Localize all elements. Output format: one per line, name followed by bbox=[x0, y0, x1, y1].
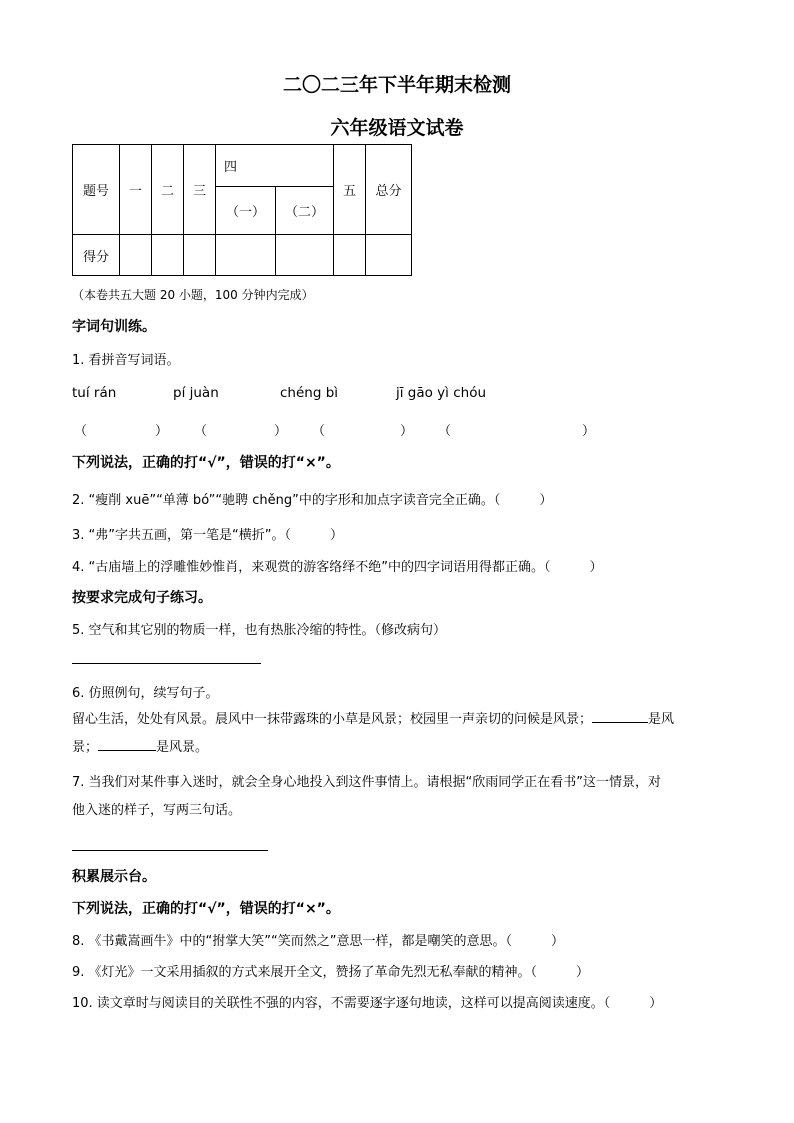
score-col-2: 二 bbox=[152, 145, 184, 235]
answer-paren-open: （ bbox=[438, 424, 452, 439]
question-7 bbox=[72, 769, 722, 825]
answer-paren-open: （ bbox=[194, 424, 208, 439]
question-4: 4. “古庙墙上的浮雕惟妙惟肖，来观赏的游客络绎不绝”中的四字词语用得都正确。（ ） bbox=[72, 560, 603, 575]
score-row-label-number: 题号 bbox=[73, 145, 120, 235]
pinyin-3: chéng bì bbox=[280, 385, 339, 401]
score-col-4a: （一） bbox=[216, 187, 276, 235]
score-col-4b: （二） bbox=[276, 187, 334, 235]
question-10: 10. 读文章时与阅读目的关联性不强的内容，不需要逐字逐句地读，这样可以提高阅读速度。（ ） bbox=[72, 996, 663, 1011]
answer-paren-close: ） bbox=[155, 424, 169, 439]
answer-paren-close: ） bbox=[400, 424, 414, 439]
answer-paren-close: ） bbox=[274, 424, 288, 439]
score-cell[interactable] bbox=[334, 235, 366, 276]
answer-paren-open: （ bbox=[312, 424, 326, 439]
blank-2[interactable] bbox=[98, 738, 156, 751]
q6-sentence-c: 景； bbox=[72, 740, 99, 755]
question-8: 8. 《书戴嵩画牛》中的“拊掌大笑”“笑而然之”意思一样，都是嘲笑的意思。（ ） bbox=[72, 934, 564, 949]
question-1: 1. 看拼音写词语。 bbox=[72, 353, 180, 368]
q6-sentence-d: 是风景。 bbox=[156, 740, 209, 755]
answer-line-q7[interactable] bbox=[72, 850, 268, 851]
answer-line-q5[interactable] bbox=[72, 663, 261, 664]
q6-sentence-b: 是风 bbox=[648, 712, 675, 727]
answer-paren-open: （ bbox=[74, 424, 88, 439]
question-7-line1: 7. 当我们对某件事入迷时，就会全身心地投入到这件事情上。请根据“欣雨同学正在看书”这一情景，对 bbox=[72, 775, 662, 790]
question-9: 9. 《灯光》一文采用插叙的方式来展开全文，赞扬了革命先烈无私奉献的精神。（ ） bbox=[72, 965, 590, 980]
score-col-1: 一 bbox=[120, 145, 152, 235]
section-heading-words: 字词句训练。 bbox=[72, 319, 156, 335]
instruction-true-false: 下列说法，正确的打“√”，错误的打“×”。 bbox=[72, 455, 340, 471]
score-row-label-score: 得分 bbox=[73, 235, 120, 276]
question-3: 3. “弗”字共五画，第一笔是“横折”。（ ） bbox=[72, 528, 343, 543]
question-6: 6. 仿照例句，续写句子。 bbox=[72, 686, 219, 701]
question-6-text bbox=[72, 706, 722, 762]
score-cell[interactable] bbox=[184, 235, 216, 276]
blank-1[interactable] bbox=[592, 710, 648, 723]
exam-subtitle: 六年级语文试卷 bbox=[330, 117, 464, 139]
score-col-3: 三 bbox=[184, 145, 216, 235]
pinyin-4: jī gāo yì chóu bbox=[396, 385, 487, 401]
score-cell[interactable] bbox=[216, 235, 276, 276]
section-heading-sentences: 按要求完成句子练习。 bbox=[72, 590, 212, 606]
section-heading-accumulation: 积累展示台。 bbox=[72, 869, 156, 885]
score-cell[interactable] bbox=[152, 235, 184, 276]
score-cell[interactable] bbox=[120, 235, 152, 276]
score-cell[interactable] bbox=[276, 235, 334, 276]
instruction-true-false-2: 下列说法，正确的打“√”，错误的打“×”。 bbox=[72, 901, 340, 917]
score-table bbox=[72, 144, 412, 276]
score-col-total: 总分 bbox=[366, 145, 412, 235]
score-col-4: 四 bbox=[216, 145, 334, 187]
score-col-5: 五 bbox=[334, 145, 366, 235]
exam-note: （本卷共五大题 20 小题，100 分钟内完成） bbox=[72, 288, 314, 302]
question-7-line2: 他入迷的样子，写两三句话。 bbox=[72, 803, 242, 818]
pinyin-2: pí juàn bbox=[173, 385, 219, 401]
exam-title: 二〇二三年下半年期末检测 bbox=[282, 74, 511, 96]
q6-sentence-a: 留心生活，处处有风景。晨风中一抹带露珠的小草是风景；校园里一声亲切的问候是风景； bbox=[72, 712, 593, 727]
question-2: 2. “瘦削 xuē”“单薄 bó”“驰聘 chěng”中的字形和加点字读音完全正确。（ ） bbox=[72, 493, 553, 508]
answer-paren-close: ） bbox=[582, 424, 596, 439]
score-cell[interactable] bbox=[366, 235, 412, 276]
question-5: 5. 空气和其它别的物质一样，也有热胀冷缩的特性。（修改病句） bbox=[72, 623, 447, 638]
pinyin-1: tuí rán bbox=[72, 385, 117, 401]
